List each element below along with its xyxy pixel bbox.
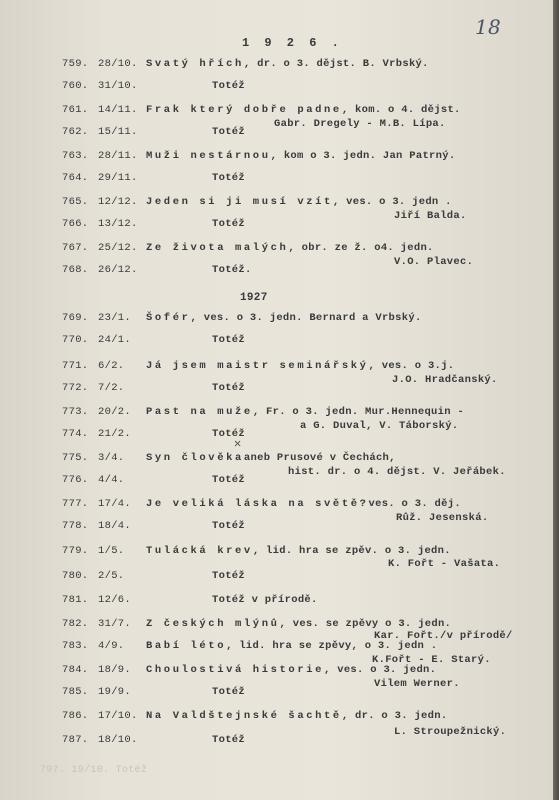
entry-number: 781. [62, 594, 89, 606]
entry-number: 773. [62, 406, 89, 418]
entry-description: , ves. se zpěvy o 3. jedn. [279, 618, 452, 630]
entry-description: , obr. ze ž. o4. jedn. [288, 242, 434, 254]
entry-date: 4/4. [98, 474, 125, 486]
entry-same-note: Totéž [212, 126, 246, 138]
entry-date: 23/1. [98, 312, 132, 324]
entry-number: 784. [62, 664, 89, 676]
entry-author: K.Fořt - E. Starý. [372, 654, 491, 666]
entry-play-title: Z českých mlýnů [146, 618, 280, 630]
entry-description: , lid. hra se zpěv. o 3. jedn. [252, 545, 451, 557]
entry-number: 786. [62, 710, 89, 722]
entry-date: 13/12. [98, 218, 138, 230]
entry-number: 787. [62, 734, 89, 746]
entry-play-title: Choulostivá historie [146, 664, 325, 676]
entry-number: 785. [62, 686, 89, 698]
entry-date: 7/2. [98, 382, 125, 394]
entry-date: 15/11. [98, 126, 138, 138]
entry-date: 26/12. [98, 264, 138, 276]
entry-date: 4/9. [98, 640, 125, 652]
entry-number: 779. [62, 545, 89, 557]
entry-author: Gabr. Dregely - M.B. Lípa. [274, 118, 446, 130]
page-edge [553, 0, 559, 800]
entry-same-note: Totéž [212, 686, 246, 698]
faint-bleed-through-text: 797. 19/10. Totéž [40, 765, 148, 776]
entry-number: 777. [62, 498, 89, 510]
entry-same-note: Totéž [212, 428, 246, 440]
entry-play-title: Frak který dobře padne [146, 104, 342, 116]
entry-author: L. Stroupežnický. [394, 726, 507, 738]
entry-description: , ves. o 3. jedn. [324, 664, 437, 676]
entry-date: 29/11. [98, 172, 138, 184]
entry-same-note: Totéž [212, 520, 246, 532]
entry-play-title: Past na muže [146, 406, 253, 418]
entry-same-note: Totéž [212, 570, 246, 582]
entry-play-title: Já jsem maistr seminářský [146, 360, 369, 372]
entry-same-note: Totéž [212, 80, 246, 92]
entry-date: 6/2. [98, 360, 125, 372]
entry-same-note: Totéž. [212, 264, 252, 276]
entry-description: , dr. o 3. dějst. B. Vrbský. [243, 58, 429, 70]
entry-number: 768. [62, 264, 89, 276]
entry-play-title: Na Valdštejnské šachtě [146, 710, 342, 722]
entry-author: K. Fořt - Vašata. [388, 558, 501, 570]
pen-mark: ✕ [234, 437, 242, 451]
entry-play-title: Babí léto [146, 640, 227, 652]
entry-number: 763. [62, 150, 89, 162]
entry-description: ves. o 3. děj. [368, 498, 461, 510]
entry-number: 760. [62, 80, 89, 92]
entry-number: 769. [62, 312, 89, 324]
entry-number: 762. [62, 126, 89, 138]
entry-same-note: Totéž [212, 334, 246, 346]
entry-play-title: Jeden si ji musí vzít [146, 196, 333, 208]
entry-date: 20/2. [98, 406, 132, 418]
entry-play-title: Syn člověka [146, 452, 244, 464]
entry-same-note: Totéž [212, 382, 246, 394]
entry-description: , ves. o 3.j. [368, 360, 455, 372]
entry-description: aneb Prusové v Čechách, [243, 452, 396, 464]
entry-date: 19/9. [98, 686, 132, 698]
entry-author: V.O. Plavec. [394, 256, 474, 268]
entry-date: 28/11. [98, 150, 138, 162]
entry-play-title: Ze života malých [146, 242, 289, 254]
entry-date: 17/10. [98, 710, 138, 722]
entry-same-note: Totéž v přírodě. [212, 594, 318, 606]
entry-date: 31/10. [98, 80, 138, 92]
entry-number: 783. [62, 640, 89, 652]
entry-date: 24/1. [98, 334, 132, 346]
entry-date: 3/4. [98, 452, 125, 464]
entry-number: 766. [62, 218, 89, 230]
entry-date: 18/10. [98, 734, 138, 746]
entry-description: , ves. o 3. jedn. Bernard a Vrbský. [190, 312, 422, 324]
entry-number: 770. [62, 334, 89, 346]
entry-description: , ves. o 3. jedn . [332, 196, 452, 208]
entry-author: Jiří Balda. [394, 210, 467, 222]
entry-same-note: Totéž [212, 172, 246, 184]
entry-play-title: Šofér [146, 312, 191, 324]
entry-author: hist. dr. o 4. dějst. V. Jeřábek. [288, 466, 506, 478]
entry-description: , dr. o 3. jedn. [341, 710, 448, 722]
entry-play-title: Muži nestárnou [146, 150, 271, 162]
entry-author: a G. Duval, V. Táborský. [300, 420, 459, 432]
entry-play-title: Je veliká láska na světě? [146, 498, 369, 510]
entry-date: 12/6. [98, 594, 132, 606]
entry-date: 18/9. [98, 664, 132, 676]
entry-author: Kar. Fořt./v přírodě/ [374, 630, 513, 642]
entry-date: 31/7. [98, 618, 132, 630]
entry-author: Růž. Jesenská. [396, 512, 489, 524]
entry-date: 2/5. [98, 570, 125, 582]
entry-description: , Fr. o 3. jedn. Mur.Hennequin - [252, 406, 465, 418]
entry-number: 767. [62, 242, 89, 254]
entry-description: , lid. hra se zpěvy, o 3. jedn . [226, 640, 438, 652]
entry-description: , kom. o 4. dějst. [341, 104, 461, 116]
entry-date: 17/4. [98, 498, 132, 510]
entry-same-note: Totéž [212, 218, 246, 230]
entry-number: 764. [62, 172, 89, 184]
entry-number: 778. [62, 520, 89, 532]
entry-date: 12/12. [98, 196, 138, 208]
entry-number: 772. [62, 382, 89, 394]
entry-number: 759. [62, 58, 89, 70]
entry-date: 25/12. [98, 242, 138, 254]
entry-same-note: Totéž [212, 474, 246, 486]
entry-number: 765. [62, 196, 89, 208]
year-heading: 1 9 2 6 . [242, 36, 343, 50]
year-heading-1927: 1927 [240, 292, 268, 304]
entry-date: 1/5. [98, 545, 125, 557]
entry-play-title: Tulácká krev [146, 545, 253, 557]
entry-author: J.O. Hradčanský. [392, 374, 498, 386]
entry-date: 28/10. [98, 58, 138, 70]
entry-number: 775. [62, 452, 89, 464]
entry-number: 780. [62, 570, 89, 582]
entry-number: 774. [62, 428, 89, 440]
entry-play-title: Svatý hřích [146, 58, 244, 70]
entry-description: , kom o 3. jedn. Jan Patrný. [270, 150, 456, 162]
entry-date: 21/2. [98, 428, 132, 440]
entry-number: 776. [62, 474, 89, 486]
entry-author: Vilem Werner. [374, 678, 460, 690]
folio-number: 18 [475, 15, 502, 39]
entry-date: 14/11. [98, 104, 138, 116]
entry-date: 18/4. [98, 520, 132, 532]
entry-number: 761. [62, 104, 89, 116]
entry-same-note: Totéž [212, 734, 246, 746]
entry-number: 771. [62, 360, 89, 372]
entry-number: 782. [62, 618, 89, 630]
